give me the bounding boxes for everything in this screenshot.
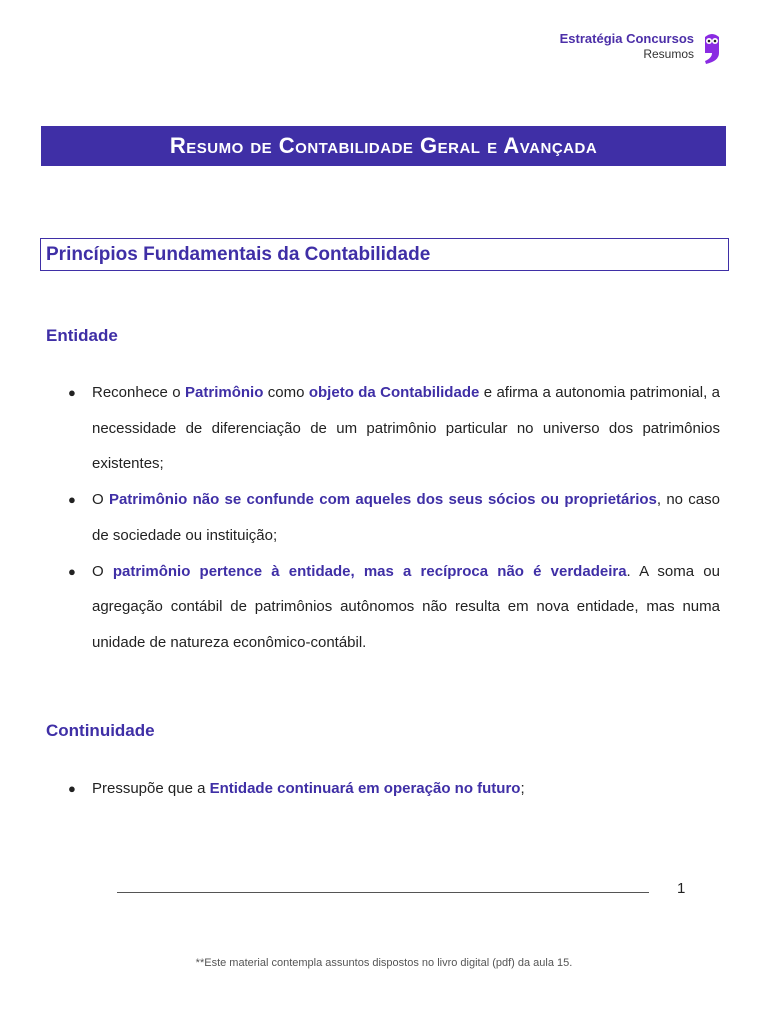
text: O [92, 491, 109, 509]
text: e afirma a autonomia patrimonial, a necessidade de diferenciação de um patrimônio particular no universo dos patrimônios existentes; [92, 384, 720, 473]
list-item [66, 482, 720, 553]
section-title: Princípios Fundamentais da Contabilidade [40, 238, 729, 271]
highlight: patrimônio pertence à entidade, mas a recíproca não é verdadeira [112, 562, 627, 580]
footnote: **Este material contempla assuntos dispostos no livro digital (pdf) da aula 15. [195, 957, 573, 969]
list-item [66, 375, 720, 482]
bullet-icon: ● [68, 563, 76, 579]
owl-logo-icon [702, 31, 722, 65]
page-number: 1 [677, 880, 686, 897]
list-item [66, 771, 720, 807]
highlight: objeto da Contabilidade [308, 384, 480, 401]
bullet-icon: ● [68, 781, 76, 796]
footer-divider [117, 892, 649, 893]
text: . A soma ou agregação contábil de patrimônios autônomos não resulta em nova entidade, mas numa unidade de natureza econômico-contábil. [92, 562, 720, 651]
text: Reconhece o [92, 384, 186, 401]
text: ; [520, 780, 525, 797]
bullet-icon: ● [68, 385, 76, 400]
brand-subtitle: Resumos [643, 47, 694, 62]
heading-entidade: Entidade [46, 326, 118, 345]
continuidade-bullet-list [66, 771, 720, 807]
brand-text [560, 31, 694, 62]
highlight: Patrimônio não se confunde com aqueles dos seus sócios ou proprietários [108, 491, 657, 509]
list-item [66, 554, 720, 661]
text: como [263, 384, 309, 401]
entidade-bullet-list [66, 375, 720, 661]
brand-header [560, 31, 722, 65]
heading-continuidade: Continuidade [46, 721, 155, 740]
highlight: Entidade continuará em operação no futuro [209, 780, 521, 797]
highlight: Patrimônio [185, 384, 264, 401]
bullet-icon: ● [68, 492, 76, 508]
text: Pressupõe que a [92, 780, 210, 797]
brand-name: Estratégia Concursos [559, 31, 694, 46]
document-title: Resumo de Contabilidade Geral e Avançada [41, 126, 726, 166]
text: , no caso de sociedade ou instituição; [92, 491, 720, 544]
text: O [92, 562, 113, 580]
